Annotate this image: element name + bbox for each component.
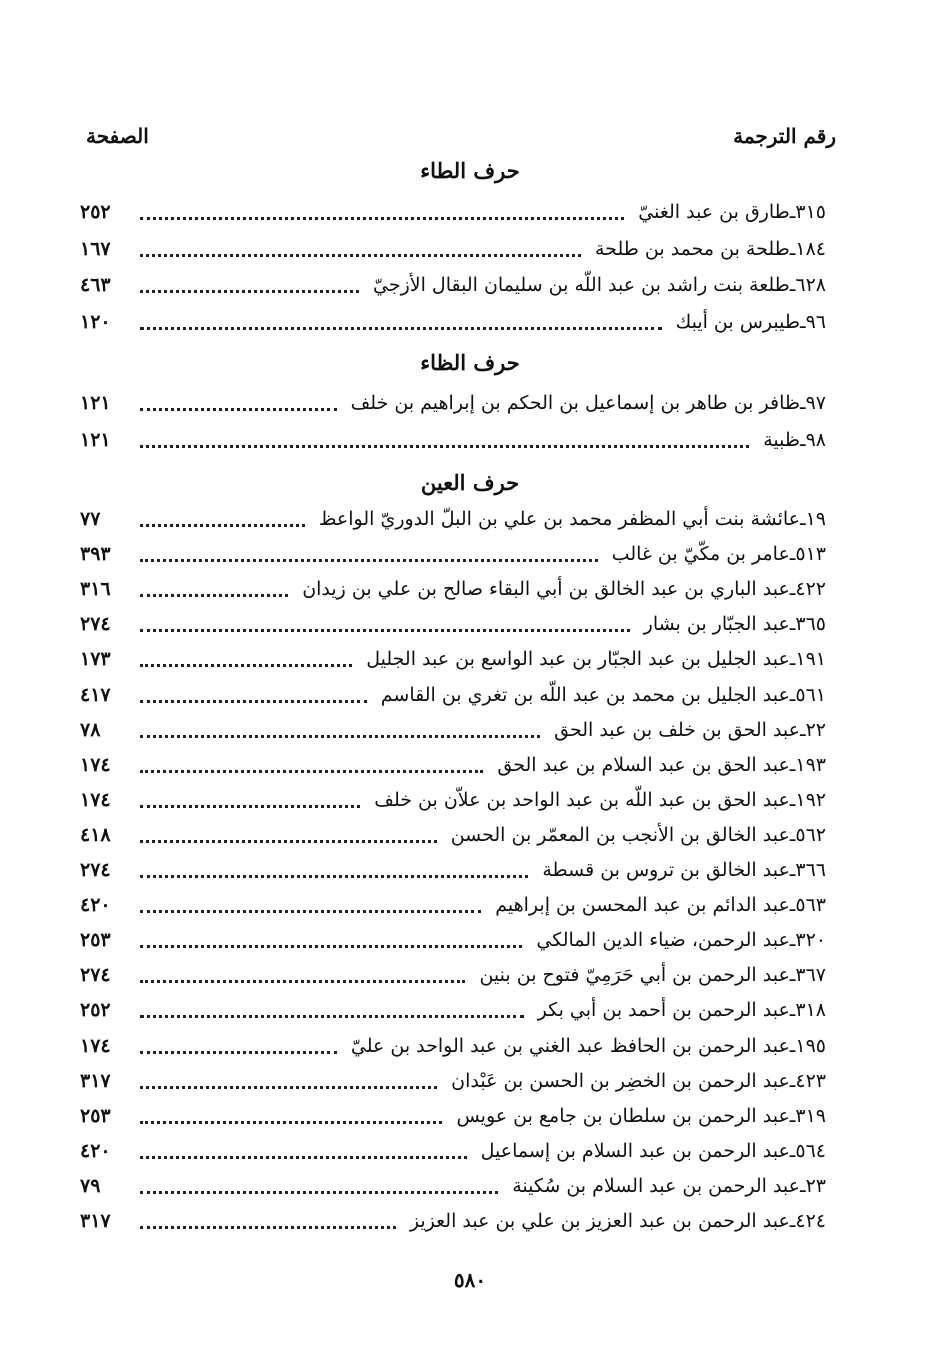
entry-separator: ـ — [789, 613, 796, 635]
entry-page-number: ٣١٧ — [80, 1210, 111, 1232]
index-entry — [80, 786, 826, 814]
entry-name: عبد الجليل بن عبد الجبّار بن عبد الواسع بن عبد الجليل — [366, 648, 790, 670]
entry-page-number: ٢٥٣ — [80, 929, 111, 951]
entry-separator: ـ — [789, 964, 796, 986]
index-entry — [80, 389, 826, 417]
index-entry — [80, 1102, 826, 1130]
index-entry — [80, 540, 826, 568]
dot-leader — [140, 1121, 442, 1124]
section-title: حرف الظاء — [420, 350, 520, 375]
entry-number: ٤٢٢ — [795, 578, 826, 600]
entry-page-number: ١٧٤ — [80, 1035, 111, 1057]
entry-separator: ـ — [789, 543, 796, 565]
entry-name: عامر بن مكّيّ بن غالب — [611, 543, 790, 565]
index-entry — [80, 821, 826, 849]
entry-page-number: ٧٧ — [80, 508, 101, 530]
entry-number: ٦٢٨ — [795, 274, 826, 296]
entry-name: ظبية — [763, 429, 800, 451]
entry-page-number: ١٧٣ — [80, 648, 111, 670]
dot-leader — [140, 805, 360, 808]
entry-number: ٩٧ — [805, 392, 826, 414]
entry-separator: ـ — [789, 1035, 796, 1057]
index-entry — [80, 645, 826, 673]
entry-separator: ـ — [789, 894, 796, 916]
index-entry — [80, 891, 826, 919]
index-entry — [80, 1207, 826, 1235]
dot-leader — [140, 735, 540, 738]
entry-separator: ـ — [800, 311, 806, 333]
entry-separator: ـ — [800, 392, 806, 414]
entry-number: ٣١٩ — [795, 1105, 826, 1127]
entry-name: طيبرس بن أيبك — [675, 311, 800, 333]
entry-number: ٥١٣ — [795, 543, 826, 565]
entry-number: ٩٦ — [805, 311, 826, 333]
index-entry — [80, 681, 826, 709]
index-entry — [80, 926, 826, 954]
dot-leader — [140, 254, 581, 257]
dot-leader — [140, 1191, 498, 1194]
entry-page-number: ٤١٨ — [80, 824, 111, 846]
entry-page-number: ٤١٧ — [80, 684, 111, 706]
entry-number: ١٨٤ — [795, 238, 826, 260]
dot-leader — [140, 1051, 337, 1054]
index-entry — [80, 1172, 826, 1200]
entry-separator: ـ — [789, 929, 796, 951]
dot-leader — [140, 594, 288, 597]
entry-number: ٣٦٧ — [795, 964, 826, 986]
index-entry — [80, 751, 826, 779]
entry-page-number: ٧٩ — [80, 1175, 101, 1197]
entry-name: عبد الرحمن بن أبي حَرَمِيّ فتوح بن بنين — [479, 964, 790, 986]
index-entry — [80, 856, 826, 884]
index-entry — [80, 505, 826, 533]
dot-leader — [140, 945, 522, 948]
entry-name: ظافر بن طاهر بن إسماعيل بن الحكم بن إبراهيم بن خلف — [350, 392, 800, 414]
index-entry — [80, 1032, 826, 1060]
entry-number: ٥٦٢ — [795, 824, 826, 846]
entry-separator: ـ — [789, 274, 796, 296]
entry-page-number: ١٧٤ — [80, 754, 111, 776]
entry-separator: ـ — [789, 1210, 796, 1232]
dot-leader — [140, 1086, 437, 1089]
entry-number: ٥٦٣ — [795, 894, 826, 916]
entry-number-column-header: رقم الترجمة — [733, 124, 836, 148]
entry-number: ٥٦١ — [795, 684, 826, 706]
dot-leader — [140, 875, 528, 878]
index-entry — [80, 271, 826, 299]
entry-page-number: ٧٨ — [80, 719, 101, 741]
section-title: حرف العين — [420, 470, 520, 495]
entry-page-number: ١٦٧ — [80, 238, 111, 260]
entry-separator: ـ — [800, 508, 806, 530]
page-number: ٥٨٠ — [453, 1268, 487, 1292]
dot-leader — [140, 524, 305, 527]
entry-name: طلحة بن محمد بن طلحة — [595, 238, 790, 260]
entry-name: عبد الرحمن بن عبد السلام بن إسماعيل — [480, 1140, 790, 1162]
entry-number: ٢٣ — [805, 1175, 826, 1197]
dot-leader — [140, 1226, 396, 1229]
entry-name: عبد الخالق بن الأنجب بن المعمّر بن الحسن — [450, 824, 790, 846]
entry-page-number: ٣٩٣ — [80, 543, 111, 565]
index-entry — [80, 961, 826, 989]
entry-number: ٢٢ — [805, 719, 826, 741]
entry-name: عبد الرحمن بن أحمد بن أبي بكر — [537, 999, 790, 1021]
entry-separator: ـ — [789, 648, 796, 670]
entry-name: عبد الرحمن بن عبد السلام بن سُكينة — [512, 1175, 800, 1197]
entry-page-number: ٣١٧ — [80, 1070, 111, 1092]
entry-number: ٣١٨ — [795, 999, 826, 1021]
dot-leader — [140, 327, 662, 330]
entry-page-number: ٢٧٤ — [80, 613, 111, 635]
dot-leader — [140, 700, 367, 703]
entry-name: عبد الجليل بن محمد بن عبد اللّه بن تغري بن القاسم — [380, 684, 790, 706]
entry-number: ١٩٢ — [795, 789, 826, 811]
entry-page-number: ١٢١ — [80, 392, 111, 414]
entry-separator: ـ — [789, 999, 796, 1021]
dot-leader — [140, 217, 624, 220]
entry-separator: ـ — [789, 1105, 796, 1127]
entry-name: عبد الخالق بن تروس بن قسطة — [542, 859, 790, 881]
dot-leader — [140, 1015, 524, 1018]
entry-separator: ـ — [800, 1175, 806, 1197]
index-entry — [80, 996, 826, 1024]
dot-leader — [140, 980, 465, 983]
entry-name: طلعة بنت راشد بن عبد اللّه بن سليمان البقال الأزجيّ — [373, 274, 790, 296]
index-entry — [80, 426, 826, 454]
dot-leader — [140, 840, 437, 843]
entry-page-number: ٢٥٣ — [80, 1105, 111, 1127]
dot-leader — [140, 910, 481, 913]
entry-number: ٣٦٦ — [795, 859, 826, 881]
entry-name: عبد الرحمن بن سلطان بن جامع بن عويس — [456, 1105, 790, 1127]
entry-number: ١٩ — [805, 508, 826, 530]
entry-number: ٤٢٣ — [795, 1070, 826, 1092]
entry-page-number: ٢٥٢ — [80, 201, 111, 223]
entry-separator: ـ — [789, 754, 796, 776]
index-entry — [80, 1137, 826, 1165]
entry-number: ١٩١ — [795, 648, 826, 670]
entry-number: ١٩٣ — [795, 754, 826, 776]
entry-number: ٤٢٤ — [795, 1210, 826, 1232]
entry-name: عبد الجبّار بن بشار — [643, 613, 790, 635]
entry-name: عبد الدائم بن عبد المحسن بن إبراهيم — [495, 894, 790, 916]
entry-separator: ـ — [789, 238, 796, 260]
entry-name: عبد الرحمن بن الحافظ عبد الغني بن عبد الواحد بن عليّ — [350, 1035, 790, 1057]
entry-number: ٣١٥ — [795, 201, 826, 223]
entry-number: ٣٦٥ — [795, 613, 826, 635]
index-entry — [80, 716, 826, 744]
dot-leader — [140, 445, 749, 448]
entry-separator: ـ — [789, 824, 796, 846]
entry-page-number: ١٧٤ — [80, 789, 111, 811]
entry-name: عبد الرحمن، ضياء الدين المالكي — [536, 929, 790, 951]
dot-leader — [140, 770, 483, 773]
entry-separator: ـ — [789, 789, 796, 811]
index-entry — [80, 575, 826, 603]
dot-leader — [140, 1156, 467, 1159]
entry-separator: ـ — [789, 578, 796, 600]
entry-separator: ـ — [789, 1070, 796, 1092]
entry-separator: ـ — [789, 1140, 796, 1162]
entry-separator: ـ — [800, 429, 806, 451]
dot-leader — [140, 408, 337, 411]
entry-page-number: ٢٧٤ — [80, 964, 111, 986]
entry-page-number: ٤٢٠ — [80, 1140, 111, 1162]
entry-name: عبد الرحمن بن عبد العزيز بن علي بن عبد العزيز — [409, 1210, 790, 1232]
entry-name: عبد الباري بن عبد الخالق بن أبي البقاء صالح بن علي بن زيدان — [302, 578, 790, 600]
dot-leader — [140, 629, 630, 632]
dot-leader — [140, 559, 598, 562]
entry-page-number: ٢٧٤ — [80, 859, 111, 881]
entry-name: طارق بن عبد الغنيّ — [638, 201, 790, 223]
entry-page-number: ١٢٠ — [80, 311, 111, 333]
entry-page-number: ٤٦٣ — [80, 274, 111, 296]
entry-page-number: ٢٥٢ — [80, 999, 111, 1021]
entry-name: عبد الحق بن عبد السلام بن عبد الحق — [497, 754, 790, 776]
entry-name: عبد الرحمن بن الخضِر بن الحسن بن عَبْدان — [451, 1070, 790, 1092]
entry-name: عبد الحق بن عبد اللّه بن عبد الواحد بن علاّن بن خلف — [374, 789, 790, 811]
dot-leader — [140, 664, 352, 667]
index-entry — [80, 610, 826, 638]
entry-page-number: ١٢١ — [80, 429, 111, 451]
section-title: حرف الطاء — [420, 158, 520, 183]
entry-number: ٣٢٠ — [795, 929, 826, 951]
entry-separator: ـ — [789, 859, 796, 881]
entry-page-number: ٤٢٠ — [80, 894, 111, 916]
entry-number: ١٩٥ — [795, 1035, 826, 1057]
index-entry — [80, 198, 826, 226]
entry-number: ٥٦٤ — [795, 1140, 826, 1162]
index-entry — [80, 308, 826, 336]
entry-number: ٩٨ — [805, 429, 826, 451]
index-entry — [80, 1067, 826, 1095]
entry-name: عائشة بنت أبي المظفر محمد بن علي بن البلّ الدوريّ الواعظ — [318, 508, 800, 530]
dot-leader — [140, 290, 359, 293]
entry-separator: ـ — [789, 684, 796, 706]
entry-page-number: ٣١٦ — [80, 578, 111, 600]
entry-separator: ـ — [789, 201, 796, 223]
entry-separator: ـ — [800, 719, 806, 741]
index-entry — [80, 235, 826, 263]
page-column-header: الصفحة — [86, 124, 149, 148]
entry-name: عبد الحق بن خلف بن عبد الحق — [554, 719, 800, 741]
